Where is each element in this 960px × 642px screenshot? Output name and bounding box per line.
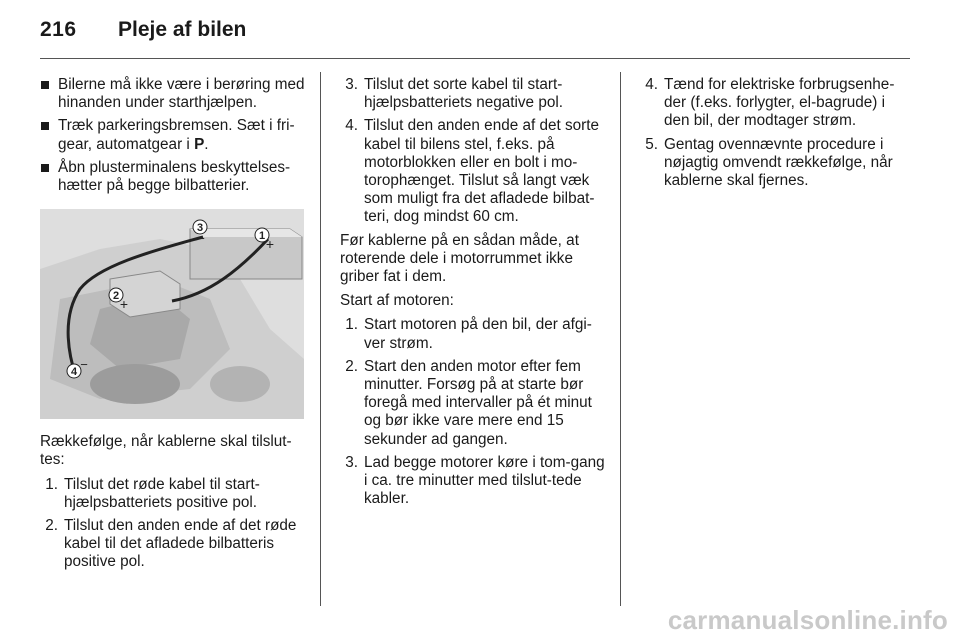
sequence-intro: Rækkefølge, når kablerne skal tilslut-tes: [40, 433, 292, 469]
gear-p-label: P [194, 135, 205, 153]
finish-steps [640, 76, 912, 190]
column-1 [40, 76, 306, 577]
connect-steps-cont [340, 76, 608, 227]
list-item: Træk parkeringsbremsen. Sæt i fri-gear, automatgear i P. [40, 117, 306, 153]
list-item: 4. Tænd for elektriske forbrugsenhe-der (f.eks. forlygter, el-bagrude) i den bil, der modtager strøm. [645, 76, 895, 130]
cable-routing-note: Før kablerne på en sådan måde, at roterende dele i motorrummet ikke griber fat i dem. [340, 231, 579, 286]
header-divider [40, 58, 910, 59]
list-item: 1. Start motoren på den bil, der afgi-ver strøm. [345, 316, 592, 352]
list-item: 1. Tilslut det røde kabel til start-hjælpsbatteriets positive pol. [45, 475, 260, 511]
minus-sign: − [197, 231, 205, 247]
precaution-list [40, 76, 306, 195]
page-number: 216 [40, 18, 77, 41]
minus-sign: − [80, 357, 88, 373]
jump-start-illustration [40, 209, 304, 419]
callout-3: 3 [196, 222, 204, 235]
page-header [40, 18, 910, 48]
connect-steps [40, 476, 306, 572]
start-steps [340, 316, 608, 508]
start-heading: Start af motoren: [340, 292, 454, 310]
page-title: Pleje af bilen [118, 18, 247, 41]
list-item: 3. Lad begge motorer køre i tom-gang i ca. tre minutter med tilslut-tede kabler. [345, 453, 605, 508]
callout-1: 1 [258, 230, 266, 243]
column-divider-2 [620, 72, 621, 606]
list-item: 2. Start den anden motor efter fem minutter. Forsøg på at starte bør foregå med intervaller på ét minut og bør ikke vare mere end 15 sekunder ad gangen. [345, 357, 592, 448]
column-divider-1 [320, 72, 321, 606]
list-item: 5. Gentag ovennævnte procedure i nøjagtig omvendt rækkefølge, når kablerne skal fjernes. [645, 135, 893, 190]
column-3 [640, 76, 912, 195]
list-item: 4. Tilslut den anden ende af det sorte kabel til bilens stel, f.eks. på motorblokken eller en bolt i mo-torophænget. Tilslut så langt væk som muligt fra det afladede bilbat-teri, dog mindst 60 cm. [345, 117, 599, 226]
column-2 [340, 76, 608, 513]
list-item: 3. Tilslut det sorte kabel til start-hjælpsbatteriets negative pol. [345, 76, 563, 112]
watermark: carmanualsonline.info [667, 605, 948, 635]
plus-sign: + [119, 296, 129, 313]
callout-4: 4 [70, 366, 78, 379]
callout-2: 2 [112, 290, 120, 303]
list-item: 2. Tilslut den anden ende af det røde kabel til det afladede bilbatteris positive pol. [45, 517, 297, 571]
list-item: Åbn plusterminalens beskyttelses-hætter på begge bilbatterier. [40, 159, 306, 195]
plus-sign: + [265, 236, 275, 253]
list-item: Bilerne må ikke være i berøring med hinanden under starthjælpen. [40, 76, 306, 112]
